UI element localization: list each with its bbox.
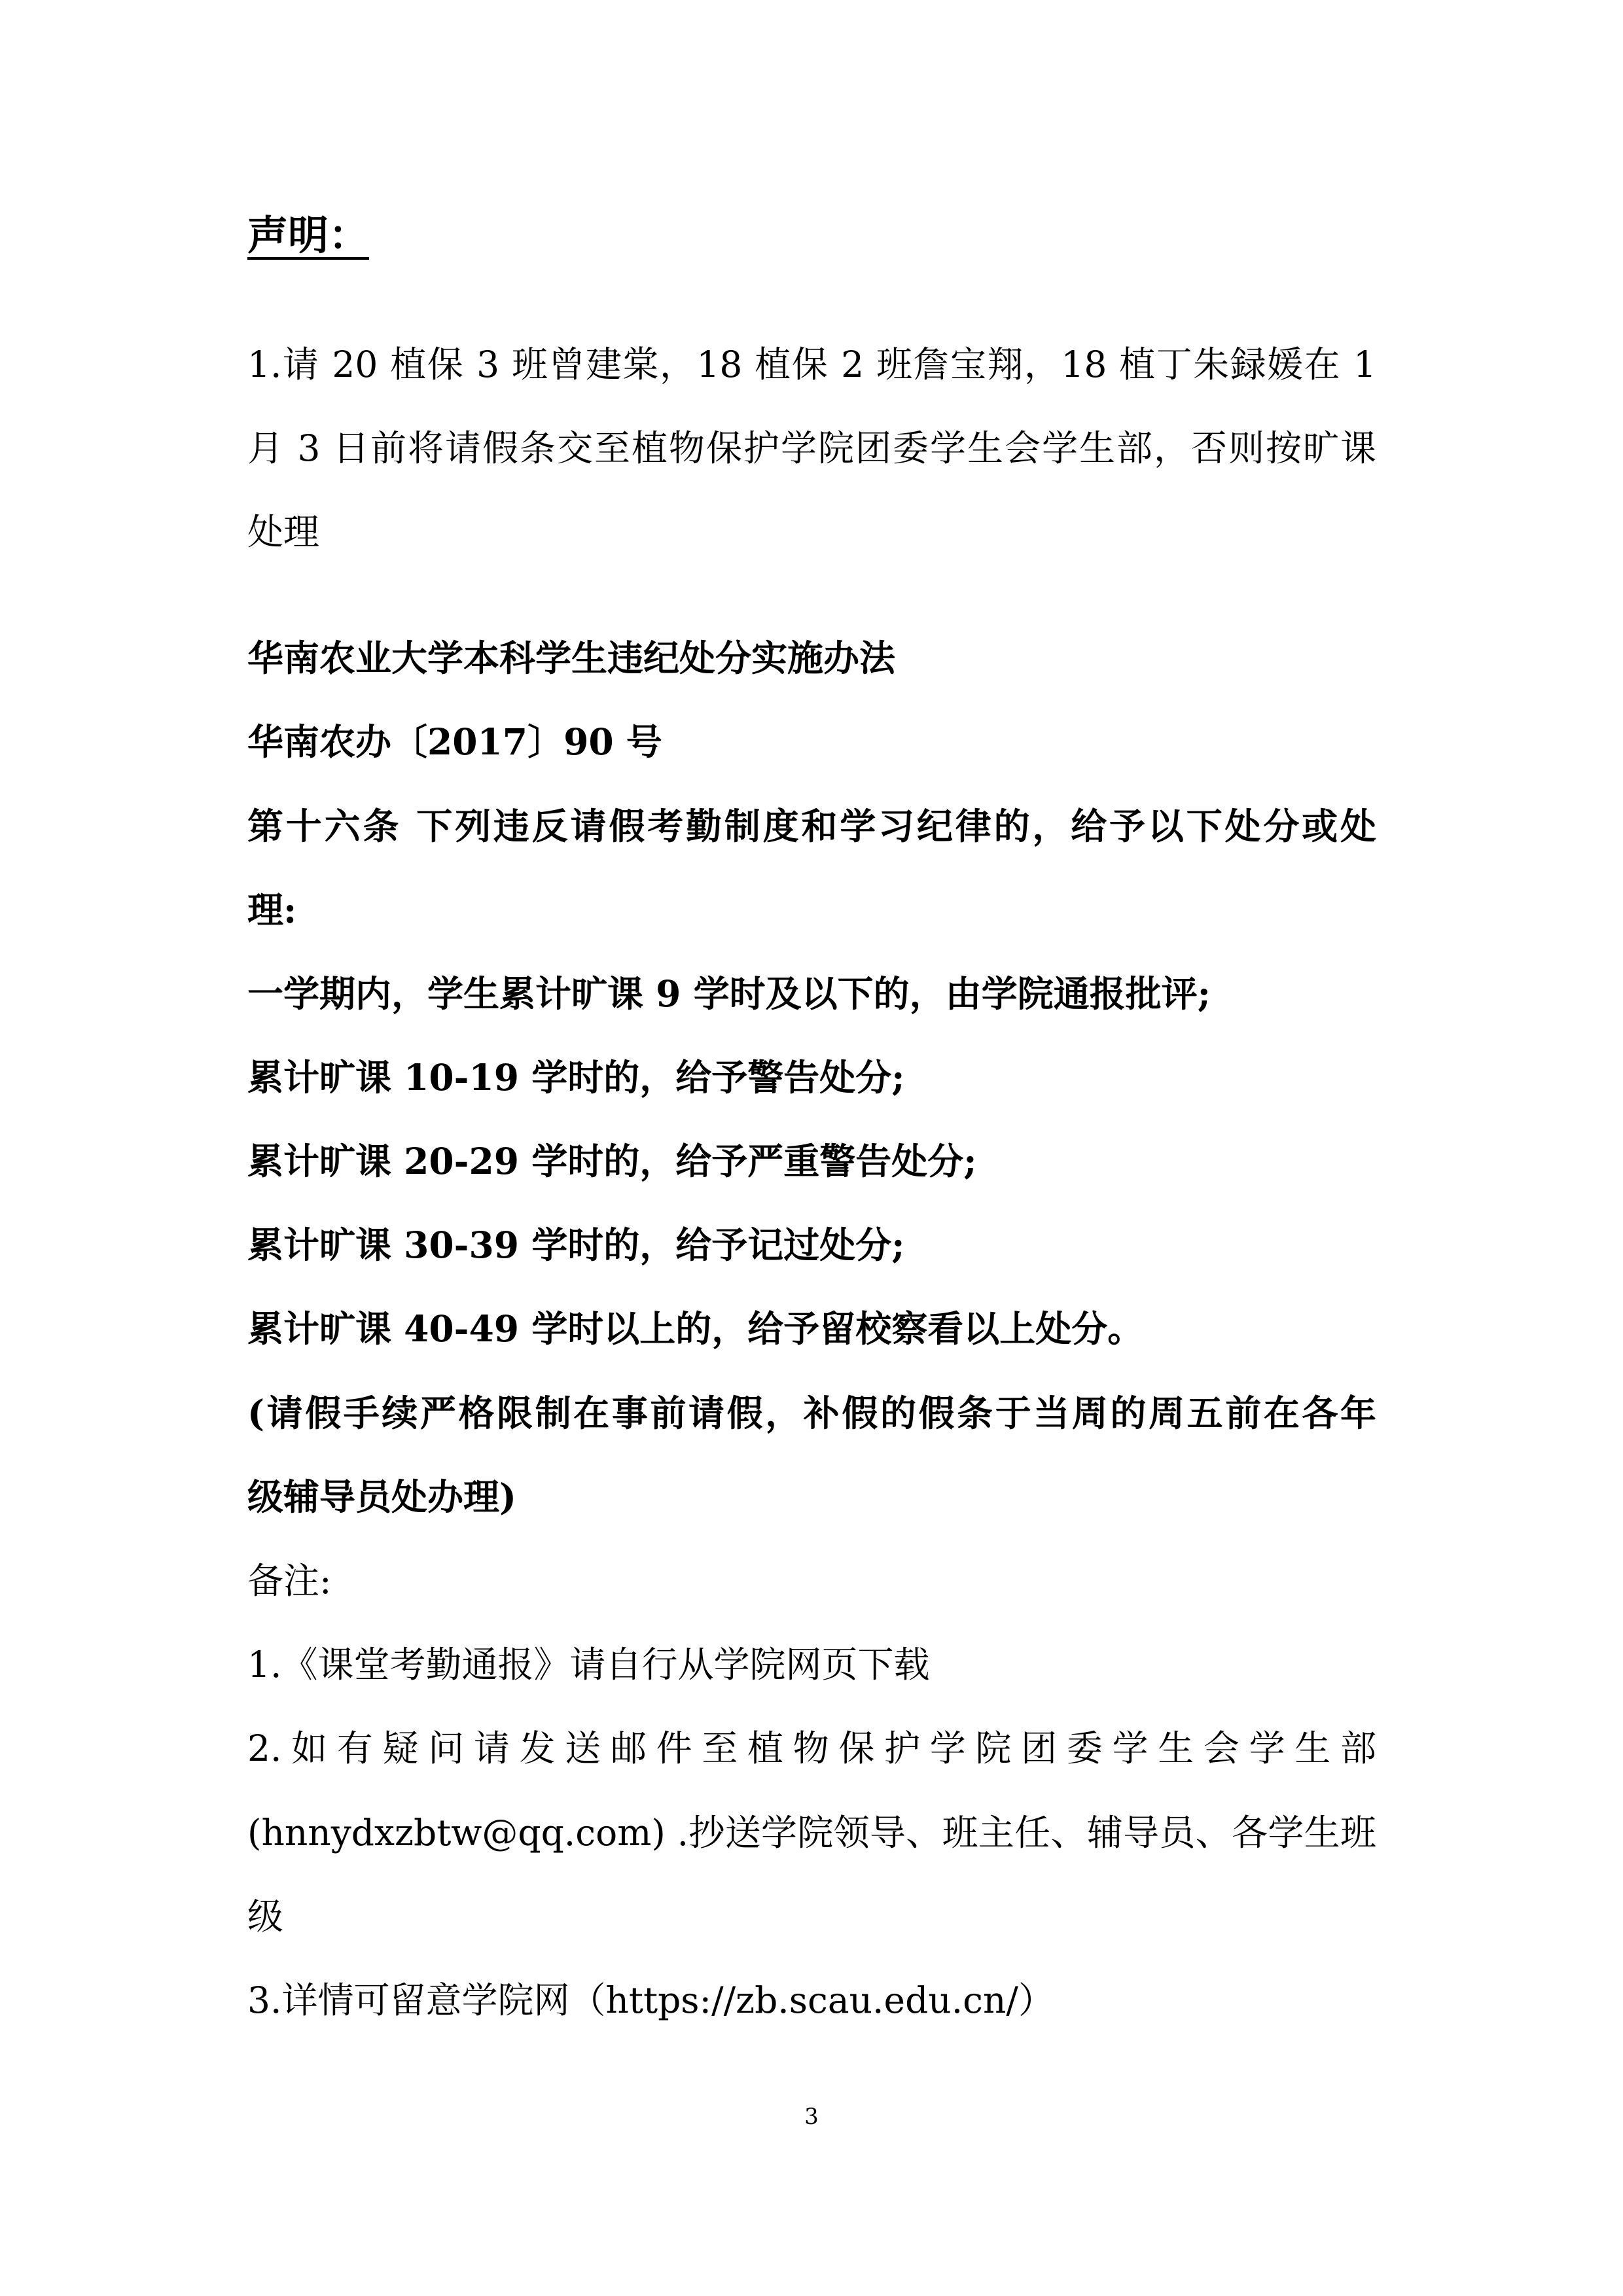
regulation-title: 华南农业大学本科学生违纪处分实施办法 [247, 637, 896, 679]
article-line-1: 第十六条 下列违反请假考勤制度和学习纪律的，给予以下处分或处 [247, 805, 1376, 847]
leave-note-line-1: (请假手续严格限制在事前请假，补假的假条于当周的周五前在各年 [247, 1392, 1376, 1434]
article-line-2: 理: [247, 889, 297, 931]
leave-note-line-2: 级辅导员处办理) [247, 1475, 517, 1518]
rule-item: 累计旷课 20-29 学时的，给予严重警告处分; [247, 1140, 977, 1182]
rule-item: 累计旷课 30-39 学时的，给予记过处分; [247, 1224, 905, 1266]
remark-item-1: 1.《课堂考勤通报》请自行从学院网页下载 [247, 1644, 930, 1686]
remark-item-2-line-2: (hnnydxzbtw@qq.com) .抄送学院领导、班主任、辅导员、各学生班 [247, 1812, 1376, 1854]
regulation-doc-number: 华南农办〔2017〕90 号 [247, 720, 662, 763]
remark-item-3: 3.详情可留意学院网（https://zb.scau.edu.cn/） [247, 1979, 1054, 2021]
remark-item-2-line-3: 级 [247, 1896, 284, 1937]
page-heading: 声明： [247, 211, 370, 259]
remark-item-2-line-1: 2.如有疑问请发送邮件至植物保护学院团委学生会学生部 [247, 1727, 1376, 1769]
rule-item: 累计旷课 10-19 学时的，给予警告处分; [247, 1056, 905, 1099]
notice-line-3: 处理 [247, 511, 320, 553]
notice-line-2: 月 3 日前将请假条交至植物保护学院团委学生会学生部，否则按旷课 [247, 427, 1376, 469]
remarks-label: 备注: [247, 1560, 332, 1602]
notice-line-1: 1.请 20 植保 3 班曾建棠，18 植保 2 班詹宝翔，18 植丁朱録媛在 1 [247, 344, 1376, 385]
page-number: 3 [804, 2104, 819, 2130]
rule-item: 累计旷课 40-49 学时以上的，给予留校察看以上处分。 [247, 1307, 1144, 1350]
rule-item: 一学期内，学生累计旷课 9 学时及以下的，由学院通报批评; [247, 972, 1211, 1015]
